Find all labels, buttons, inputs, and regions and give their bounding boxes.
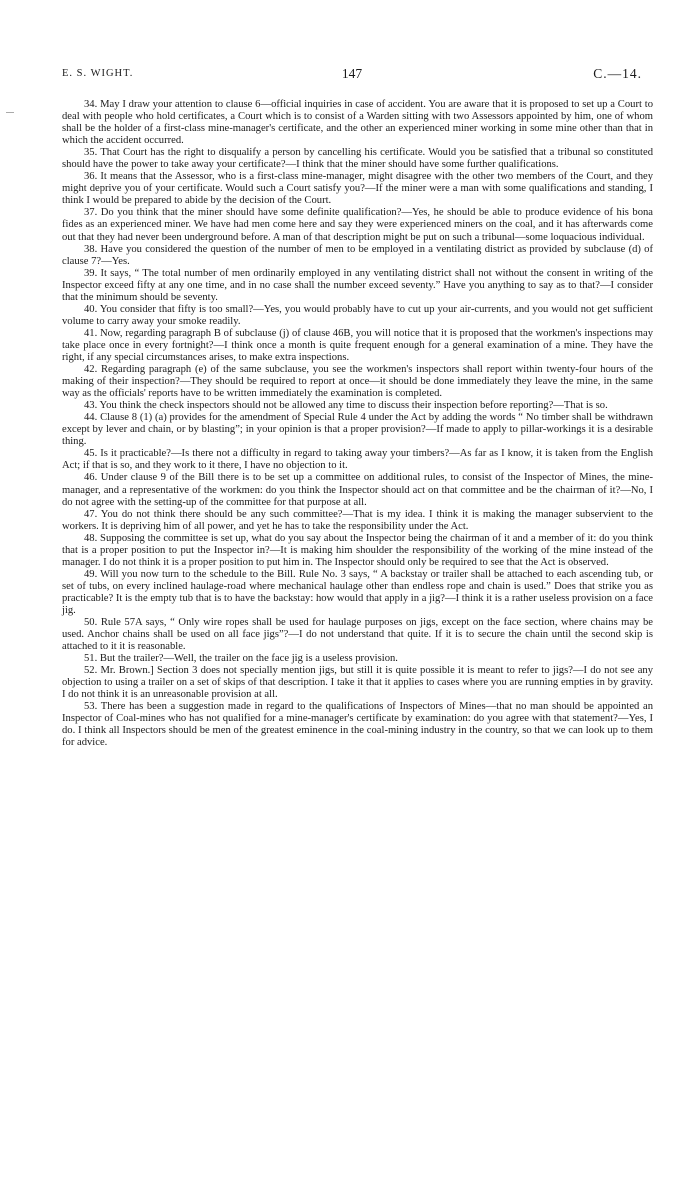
paragraph-text: Now, regarding paragraph B of subclause (j) of clause 46B, you will notice that it is proposed that the workmen's inspections may take place once in every fortnight?—I think once a month is quite frequent enough for a general examination of a mine. They have the right, if any special circumstances arises, to make extra inspections. (62, 327, 653, 363)
paragraph-text: That Court has the right to disqualify a person by cancelling his certificate. Would you be satisfied that a tribunal so constituted should have the power to take away your certificate?—I think that the miner should have some further qualifications. (62, 147, 653, 171)
paragraph-number: 44. (84, 412, 98, 424)
testimony-paragraph (62, 268, 653, 304)
paragraph-text: You consider that fifty is too small?—Yes, you would probably have to cut up your air-currents, and you would not get sufficient volume to carry away your smoke readily. (62, 303, 653, 327)
paragraph-text: May I draw your attention to clause 6—official inquiries in case of accident. You are aware that it is proposed to set up a Court to deal with people who hold certificates, a Court which is to consist of a Warden sitting with two Assessors appointed by him, one of whom shall be the holder of a first-class mine-manager's certificate, and the other an experienced miner working in some mine other than that in which the accident occurred. (62, 99, 653, 147)
testimony-paragraph (62, 304, 653, 328)
paragraph-number: 38. (84, 243, 98, 255)
paragraph-text: Do you think that the miner should have some definite qualification?—Yes, he should be able to produce evidence of his bona fides as an experienced miner. We have had men come here and say they were experienced miners on the coal, and it has afterwards come out that they had never been underground before. A man of that description might be put on such a tribunal—some loquacious individual. (62, 207, 653, 243)
paragraph-text: Rule 57A says, “ Only wire ropes shall be used for haulage purposes on jigs, except on the face section, where chains may be used. Anchor chains shall be used on all face jigs”?—I do not understand that quite. If it is to secure the chain until the second skip is attached to it it is reasonable. (62, 617, 653, 653)
testimony-paragraph (62, 701, 653, 749)
testimony-paragraph (62, 147, 653, 171)
testimony-paragraph (62, 472, 653, 508)
testimony-paragraph (62, 509, 653, 533)
paragraph-number: 52. (84, 665, 98, 677)
paragraph-text: Is it practicable?—Is there not a difficulty in regard to taking away your timbers?—As far as I know, it is taken from the English Act; if that is so, and they work to it there, I have no objection to it. (62, 448, 653, 472)
testimony-paragraph (62, 171, 653, 207)
testimony-paragraph (62, 412, 653, 448)
page-number: 147 (341, 66, 363, 81)
page-body (62, 99, 653, 750)
paragraph-number: 45. (84, 448, 98, 460)
paragraph-number: 35. (84, 147, 98, 159)
paragraph-number: 50. (84, 617, 98, 629)
paragraph-number: 49. (84, 568, 98, 580)
paragraph-text: There has been a suggestion made in regard to the qualifications of Inspectors of Mines—that no man should be appointed an Inspector of Coal-mines who has not qualified for a mine-manager's certificate by examination: do you agree with that statement?—Yes, I do. I think all Inspectors should be men of the greatest eminence in the coal-mining industry in the country, so that we can look up to them for advice. (62, 701, 653, 749)
paragraph-number: 34. (84, 99, 98, 110)
paragraph-text: Have you considered the question of the number of men to be employed in a ventilating district as provided by subclause (d) of clause 7?—Yes. (62, 243, 653, 267)
paragraph-number: 47. (84, 508, 98, 520)
paragraph-text: Under clause 9 of the Bill there is to be set up a committee on additional rules, to consist of the Inspector of Mines, the mine-manager, and a representative of the workmen: do you think the Inspector should act on that committee and be the chairman of it?—No, I do not agree with the setting-up of the committee for that purpose at all. (62, 472, 653, 508)
paragraph-text: Mr. Brown.] Section 3 does not specially mention jigs, but still it is quite possible it is meant to refer to jigs?—I do not see any objection to using a trailer on a set of skips of that description. I take it that it applies to cases where you are running empties in by gravity. I do not think it is an unreasonable provision at all. (62, 665, 653, 701)
testimony-paragraph (62, 207, 653, 243)
testimony-paragraph (62, 665, 653, 701)
paragraph-text: Will you now turn to the schedule to the Bill. Rule No. 3 says, “ A backstay or trailer shall be attached to each ascending tub, or set of tubs, on every inclined haulage-road where mechanical haulage other than endless rope and chain is used.” Does that strike you as practicable? It is the empty tub that is to have the backstay: how would that apply in a jig?—I think it is a rather useless provision on a face jig. (62, 568, 653, 616)
paragraph-number: 48. (84, 532, 98, 544)
paragraph-number: 53. (84, 701, 98, 713)
testimony-paragraph (62, 99, 653, 147)
paragraph-number: 40. (84, 303, 98, 315)
header-witness-name: E. S. WIGHT. (62, 68, 134, 79)
margin-mark (6, 112, 14, 113)
paragraph-number: 41. (84, 327, 98, 339)
testimony-paragraph (62, 448, 653, 472)
paragraph-text: Supposing the committee is set up, what do you say about the Inspector being the chairman of it and a member of it: do you think that is a proper position to put the Inspector in?—It is making him shoulder the responsibility of the working of the mine instead of the manager. I do not think it is a proper position to put him in. The Inspector should only be required to see that the Act is observed. (62, 532, 653, 568)
paragraph-number: 46. (84, 472, 98, 484)
testimony-paragraph (62, 364, 653, 400)
testimony-paragraph (62, 617, 653, 653)
testimony-paragraph (62, 569, 653, 617)
paragraph-text: You do not think there should be any such committee?—That is my idea. I think it is making the manager subservient to the workers. It is depriving him of all power, and yet he has to take the responsibility under the Act. (62, 508, 653, 532)
paragraph-number: 36. (84, 171, 98, 183)
paragraph-text: Clause 8 (1) (a) provides for the amendment of Special Rule 4 under the Act by adding the words “ No timber shall be withdrawn except by lever and chain, or by blasting”; in your opinion is that a proper provision?—If made to apply to pillar-workings it is a desirable thing. (62, 412, 653, 448)
paragraph-number: 51. (84, 653, 98, 665)
testimony-paragraph (62, 533, 653, 569)
document-reference: C.—14. (593, 66, 642, 81)
paragraph-number: 43. (84, 400, 98, 412)
testimony-paragraph (62, 244, 653, 268)
paragraph-number: 42. (84, 364, 98, 376)
paragraph-text: It means that the Assessor, who is a first-class mine-manager, might disagree with the other two members of the Court, and they might deprive you of your certificate. Would such a Court satisfy you?—If the miner were a man with some qualifications and standing, I think I would be prepared to abide by the decision of the Court. (62, 171, 653, 207)
paragraph-text: You think the check inspectors should not be allowed any time to discuss their inspection before reporting?—That is so. (97, 400, 608, 412)
page-header (62, 66, 642, 84)
paragraph-text: It says, “ The total number of men ordinarily employed in any ventilating district shall not without the consent in writing of the Inspector exceed fifty at any one time, and in no case shall the number exceed seventy.” Have you anything to say as to that?—I consider that the minimum should be seventy. (62, 267, 653, 303)
paragraph-number: 39. (84, 267, 98, 279)
testimony-paragraph (62, 400, 653, 412)
paragraph-text: Regarding paragraph (e) of the same subclause, you see the workmen's inspectors shall report within twenty-four hours of the making of their inspection?—They should be required to report at once—it should be done immediately they leave the mine, in the same way as the officials' reports have to be written immediately the examination is completed. (62, 364, 653, 400)
paragraph-text: But the trailer?—Well, the trailer on the face jig is a useless provision. (97, 653, 398, 665)
paragraph-number: 37. (84, 207, 98, 219)
testimony-paragraph (62, 328, 653, 364)
testimony-paragraph (62, 653, 653, 665)
